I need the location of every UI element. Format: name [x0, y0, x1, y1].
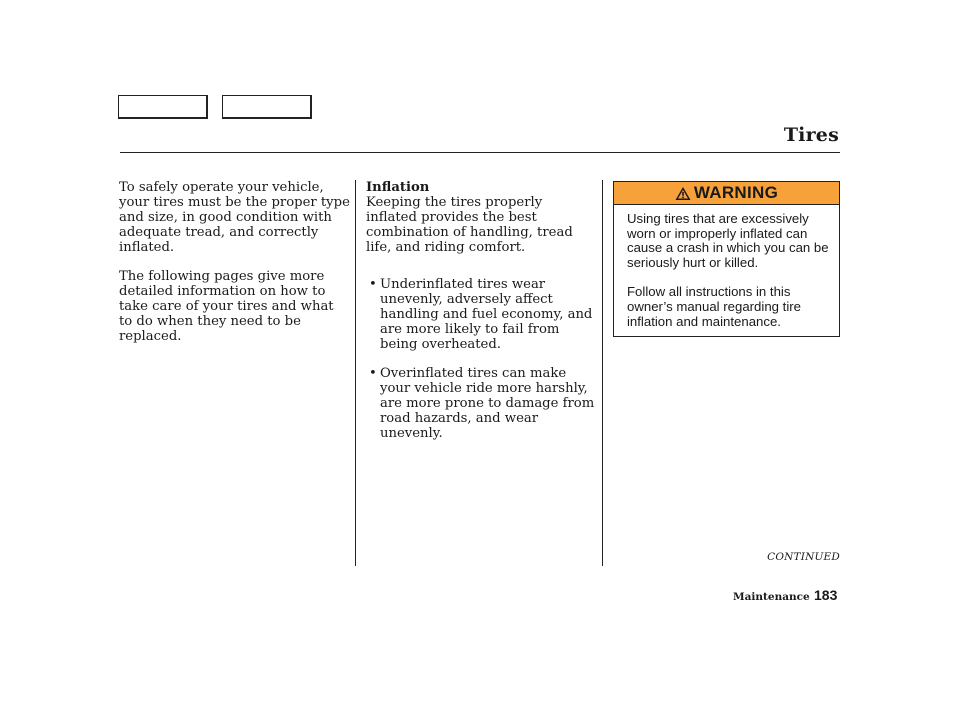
- inflation-heading: Inflation: [366, 180, 430, 195]
- list-item: [366, 277, 596, 352]
- page-title: Tires: [783, 124, 839, 146]
- page-number: 183: [814, 587, 838, 603]
- warning-paragraph: Follow all instructions in this owner’s manual regarding tire inflation and maintenance.: [627, 284, 801, 329]
- intro-column: [119, 180, 351, 344]
- intro-paragraph: To safely operate your vehicle, your tires must be the proper type and size, in good condition with adequate tread, and correctly inflated.: [119, 180, 350, 255]
- warning-body: [614, 205, 839, 329]
- bullet-icon: •: [369, 277, 377, 292]
- nav-button-next[interactable]: [222, 95, 312, 119]
- warning-header: [614, 182, 839, 205]
- warning-paragraph: Using tires that are excessively worn or improperly inflated can cause a crash in which you can be seriously hurt or killed.: [627, 211, 829, 270]
- bullet-icon: •: [369, 366, 377, 381]
- intro-paragraph: The following pages give more detailed information on how to take care of your tires and what to do when they need to be replaced.: [119, 269, 334, 344]
- inflation-bullet-list: [366, 277, 596, 441]
- section-name: Maintenance: [733, 591, 810, 603]
- inflation-intro: Keeping the tires properly inflated provides the best combination of handling, tread life, and riding comfort.: [366, 195, 573, 255]
- list-item: [366, 366, 596, 441]
- nav-button-previous[interactable]: [118, 95, 208, 119]
- list-item-text: Overinflated tires can make your vehicle ride more harshly, are more prone to damage from road hazards, and wear unevenly.: [380, 366, 595, 441]
- title-rule: [120, 152, 840, 153]
- warning-box: [613, 181, 840, 337]
- list-item-text: Underinflated tires wear unevenly, adversely affect handling and fuel economy, and are more likely to fail from being overheated.: [380, 277, 593, 352]
- continued-label: CONTINUED: [767, 551, 840, 563]
- column-divider: [355, 180, 356, 566]
- column-divider: [602, 180, 603, 566]
- warning-label: WARNING: [693, 183, 779, 202]
- inflation-column: [366, 180, 596, 455]
- warning-triangle-icon: [675, 186, 691, 201]
